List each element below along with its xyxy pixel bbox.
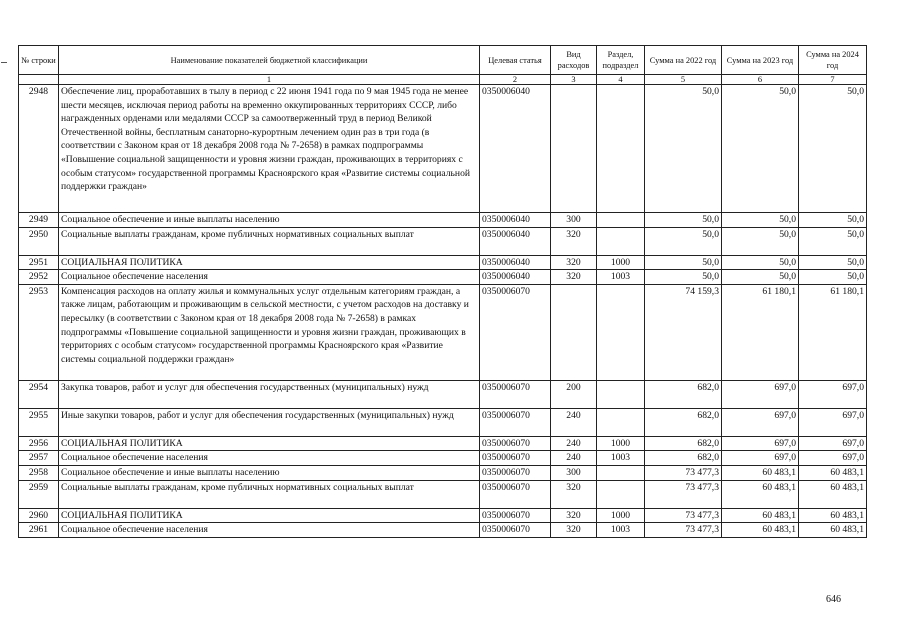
row-sum-2024: 50,0 <box>799 227 867 255</box>
table-row <box>19 436 867 451</box>
row-name: Закупка товаров, работ и услуг для обеспечения государственных (муниципальных) нужд <box>59 380 480 408</box>
row-sum-2022: 682,0 <box>645 436 722 451</box>
row-sum-2024: 697,0 <box>799 380 867 408</box>
row-sum-2023: 60 483,1 <box>722 508 799 523</box>
row-section-code: 1000 <box>597 508 645 523</box>
row-target-code: 0350006040 <box>480 255 551 270</box>
row-sum-2023: 61 180,1 <box>722 284 799 380</box>
row-name: Социальное обеспечение населения <box>59 451 480 466</box>
row-expense-kind: 300 <box>551 213 597 228</box>
row-number: 2960 <box>19 508 59 523</box>
row-expense-kind: 320 <box>551 480 597 508</box>
row-target-code: 0350006070 <box>480 380 551 408</box>
header-num: № строки <box>19 46 59 75</box>
row-number: 2952 <box>19 270 59 285</box>
row-sum-2023: 50,0 <box>722 213 799 228</box>
column-number: 1 <box>59 75 480 85</box>
column-number: 7 <box>799 75 867 85</box>
row-section-code: 1000 <box>597 255 645 270</box>
row-target-code: 0350006070 <box>480 436 551 451</box>
row-sum-2023: 50,0 <box>722 270 799 285</box>
row-name: СОЦИАЛЬНАЯ ПОЛИТИКА <box>59 255 480 270</box>
header-target: Целевая статья <box>480 46 551 75</box>
table-row <box>19 408 867 436</box>
row-number: 2956 <box>19 436 59 451</box>
header-kind: Вид расходов <box>551 46 597 75</box>
row-sum-2024: 697,0 <box>799 408 867 436</box>
row-sum-2023: 60 483,1 <box>722 480 799 508</box>
row-name: Обеспечение лиц, проработавших в тылу в период с 22 июня 1941 года по 9 мая 1945 года не менее шести месяцев, исключая период работы на временно оккупированных территориях СССР, либо награжденных орденами или медалями СССР за самоотверженный труд в период Великой Отечественной войны, бесплатным санаторно-курортным лечением один раз в три года (в соответствии с Законом края от 18 декабря 2008 года № 7-2658) в рамках подпрограммы «Повышение социальной защищенности и уровня жизни граждан, проживающих в территориях с особым статусом» государственной программы Красноярского края «Развитие системы социальной поддержки граждан» <box>59 85 480 213</box>
row-name: Иные закупки товаров, работ и услуг для обеспечения государственных (муниципальных) нужд <box>59 408 480 436</box>
row-section-code <box>597 465 645 480</box>
row-expense-kind: 320 <box>551 508 597 523</box>
row-number: 2959 <box>19 480 59 508</box>
row-sum-2023: 697,0 <box>722 436 799 451</box>
row-name: Социальное обеспечение населения <box>59 523 480 538</box>
row-expense-kind: 320 <box>551 255 597 270</box>
row-sum-2022: 73 477,3 <box>645 508 722 523</box>
table-row <box>19 523 867 538</box>
row-sum-2022: 73 477,3 <box>645 465 722 480</box>
page-number: 646 <box>826 594 841 605</box>
row-sum-2023: 50,0 <box>722 85 799 213</box>
row-sum-2024: 697,0 <box>799 451 867 466</box>
row-sum-2024: 61 180,1 <box>799 284 867 380</box>
row-sum-2023: 697,0 <box>722 451 799 466</box>
row-sum-2022: 50,0 <box>645 85 722 213</box>
row-name: Социальное обеспечение и иные выплаты населению <box>59 465 480 480</box>
row-sum-2023: 697,0 <box>722 380 799 408</box>
row-sum-2024: 50,0 <box>799 270 867 285</box>
row-target-code: 0350006070 <box>480 523 551 538</box>
row-target-code: 0350006040 <box>480 213 551 228</box>
row-sum-2024: 50,0 <box>799 255 867 270</box>
table-body <box>19 85 867 538</box>
table-row <box>19 213 867 228</box>
table-header <box>19 46 867 85</box>
column-number: 2 <box>480 75 551 85</box>
table-row <box>19 227 867 255</box>
row-sum-2023: 50,0 <box>722 255 799 270</box>
budget-table <box>18 45 867 538</box>
header-sum-2023: Сумма на 2023 год <box>722 46 799 75</box>
row-name: Компенсация расходов на оплату жилья и коммунальных услуг отдельным категориям граждан, а также лицам, работающим и проживающим в сельской местности, с учетом расходов на доставку и пересылку (в соответствии с Законом края от 18 декабря 2008 года № 7-2658) в рамках подпрограммы «Повышение социальной защищенности и уровня жизни граждан, проживающих в территориях с особым статусом» государственной программы Красноярского края «Развитие системы социальной поддержки граждан» <box>59 284 480 380</box>
table-row <box>19 465 867 480</box>
row-sum-2022: 73 477,3 <box>645 523 722 538</box>
row-number: 2954 <box>19 380 59 408</box>
row-number: 2948 <box>19 85 59 213</box>
row-sum-2022: 682,0 <box>645 451 722 466</box>
row-number: 2950 <box>19 227 59 255</box>
header-sum-2022: Сумма на 2022 год <box>645 46 722 75</box>
row-expense-kind: 320 <box>551 523 597 538</box>
row-sum-2024: 50,0 <box>799 213 867 228</box>
row-number: 2949 <box>19 213 59 228</box>
row-sum-2022: 50,0 <box>645 213 722 228</box>
column-number: 3 <box>551 75 597 85</box>
row-name: Социальные выплаты гражданам, кроме публичных нормативных социальных выплат <box>59 480 480 508</box>
row-name: Социальные выплаты гражданам, кроме публичных нормативных социальных выплат <box>59 227 480 255</box>
row-target-code: 0350006070 <box>480 508 551 523</box>
row-name: СОЦИАЛЬНАЯ ПОЛИТИКА <box>59 436 480 451</box>
row-expense-kind: 320 <box>551 227 597 255</box>
row-sum-2022: 50,0 <box>645 227 722 255</box>
row-sum-2022: 50,0 <box>645 270 722 285</box>
row-section-code <box>597 85 645 213</box>
row-expense-kind: 320 <box>551 270 597 285</box>
row-name: СОЦИАЛЬНАЯ ПОЛИТИКА <box>59 508 480 523</box>
table-row <box>19 451 867 466</box>
header-section: Раздел, подраздел <box>597 46 645 75</box>
margin-mark <box>1 62 7 63</box>
row-section-code: 1000 <box>597 436 645 451</box>
row-expense-kind <box>551 284 597 380</box>
row-target-code: 0350006040 <box>480 85 551 213</box>
row-expense-kind: 240 <box>551 436 597 451</box>
row-section-code: 1003 <box>597 270 645 285</box>
column-number <box>19 75 59 85</box>
row-name: Социальное обеспечение и иные выплаты населению <box>59 213 480 228</box>
row-sum-2023: 60 483,1 <box>722 465 799 480</box>
table-row <box>19 270 867 285</box>
row-section-code <box>597 284 645 380</box>
row-expense-kind: 200 <box>551 380 597 408</box>
row-sum-2022: 74 159,3 <box>645 284 722 380</box>
row-section-code <box>597 480 645 508</box>
row-sum-2024: 50,0 <box>799 85 867 213</box>
row-number: 2951 <box>19 255 59 270</box>
column-number-row <box>19 75 867 85</box>
column-number: 5 <box>645 75 722 85</box>
row-expense-kind <box>551 85 597 213</box>
row-name: Социальное обеспечение населения <box>59 270 480 285</box>
row-section-code: 1003 <box>597 523 645 538</box>
row-sum-2024: 60 483,1 <box>799 480 867 508</box>
row-sum-2023: 697,0 <box>722 408 799 436</box>
row-sum-2024: 60 483,1 <box>799 508 867 523</box>
row-section-code <box>597 380 645 408</box>
table-row <box>19 508 867 523</box>
row-sum-2022: 73 477,3 <box>645 480 722 508</box>
row-section-code <box>597 213 645 228</box>
row-sum-2022: 682,0 <box>645 408 722 436</box>
row-target-code: 0350006040 <box>480 227 551 255</box>
row-section-code <box>597 227 645 255</box>
table-row <box>19 255 867 270</box>
row-sum-2024: 60 483,1 <box>799 465 867 480</box>
row-target-code: 0350006070 <box>480 465 551 480</box>
row-expense-kind: 240 <box>551 451 597 466</box>
row-number: 2955 <box>19 408 59 436</box>
row-target-code: 0350006070 <box>480 480 551 508</box>
row-target-code: 0350006040 <box>480 270 551 285</box>
column-number: 6 <box>722 75 799 85</box>
header-name: Наименование показателей бюджетной классификации <box>59 46 480 75</box>
row-number: 2953 <box>19 284 59 380</box>
row-sum-2024: 60 483,1 <box>799 523 867 538</box>
table-row <box>19 480 867 508</box>
row-number: 2958 <box>19 465 59 480</box>
row-number: 2957 <box>19 451 59 466</box>
row-sum-2023: 50,0 <box>722 227 799 255</box>
table-row <box>19 380 867 408</box>
table-row <box>19 284 867 380</box>
column-number: 4 <box>597 75 645 85</box>
row-sum-2023: 60 483,1 <box>722 523 799 538</box>
header-sum-2024: Сумма на 2024 год <box>799 46 867 75</box>
row-target-code: 0350006070 <box>480 284 551 380</box>
row-number: 2961 <box>19 523 59 538</box>
row-section-code: 1003 <box>597 451 645 466</box>
row-section-code <box>597 408 645 436</box>
row-target-code: 0350006070 <box>480 451 551 466</box>
row-expense-kind: 300 <box>551 465 597 480</box>
row-sum-2022: 682,0 <box>645 380 722 408</box>
row-target-code: 0350006070 <box>480 408 551 436</box>
row-expense-kind: 240 <box>551 408 597 436</box>
row-sum-2024: 697,0 <box>799 436 867 451</box>
table-row <box>19 85 867 213</box>
row-sum-2022: 50,0 <box>645 255 722 270</box>
